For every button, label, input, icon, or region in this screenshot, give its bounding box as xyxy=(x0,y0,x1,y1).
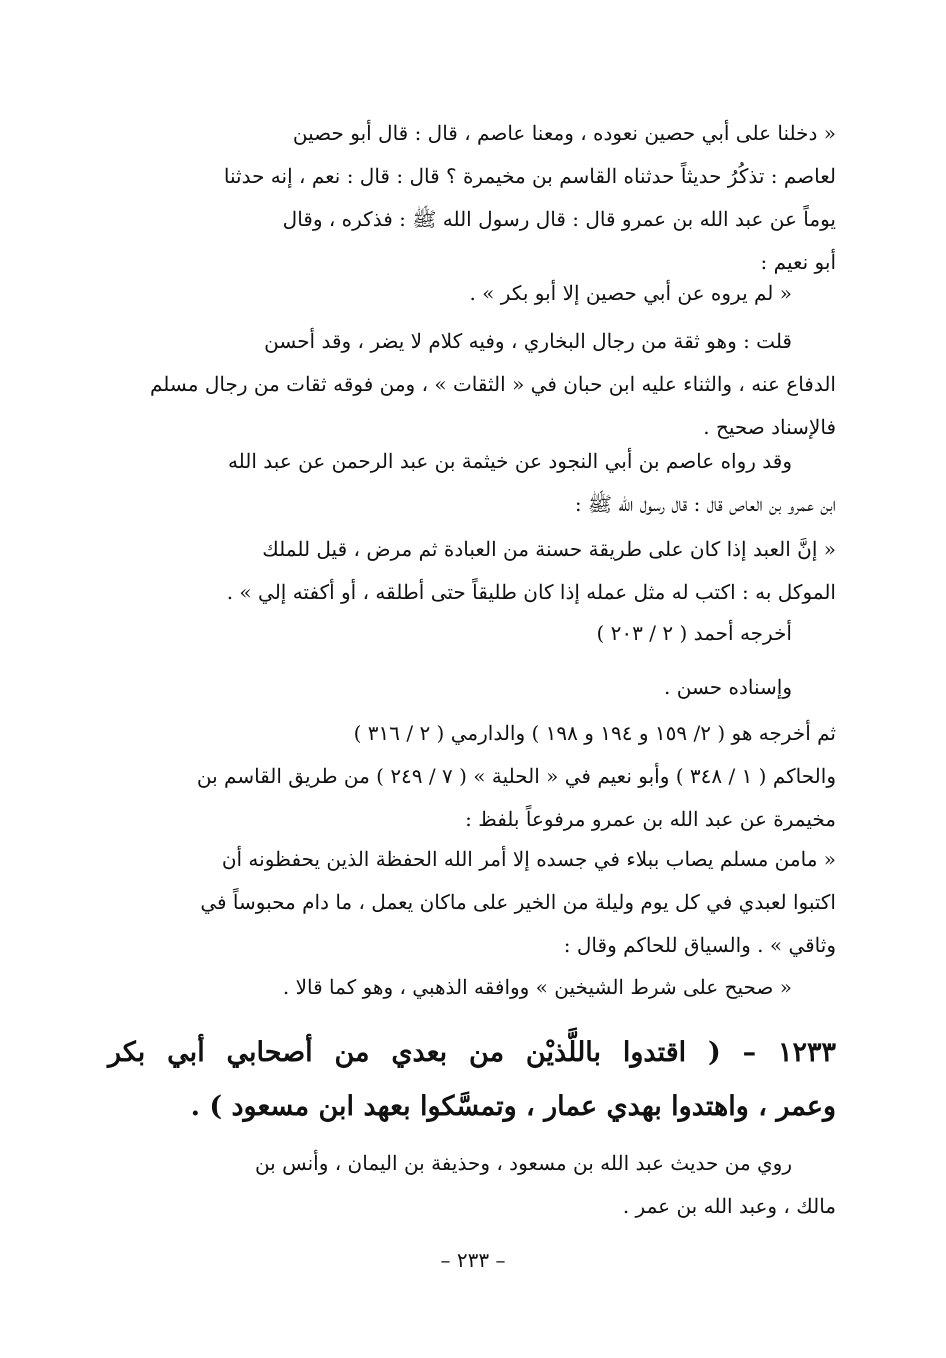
isnad-grade xyxy=(108,666,836,709)
text-line: أخرجه أحمد ( ٢ / ٢٠٣ ) xyxy=(596,621,792,645)
text-line: الدفاع عنه ، والثناء عليه ابن حبان في « الثقات » ، ومن فوقه ثقات من رجال مسلم xyxy=(149,372,836,396)
text-line: أبو نعيم : xyxy=(760,250,836,274)
commentary-paragraph xyxy=(108,320,836,449)
text-line: يوماً عن عبد الله بن عمرو قال : قال رسول الله ﷺ : فذكره ، وقال xyxy=(282,207,836,231)
text-line: وقد رواه عاصم بن أبي النجود عن خيثمة بن عبد الرحمن عن عبد الله xyxy=(227,449,792,473)
text-line: وثاقي » . والسياق للحاكم وقال : xyxy=(563,933,836,957)
text-line: فالإسناد صحيح . xyxy=(703,415,836,439)
takhrij-ahmad xyxy=(108,612,836,655)
text-line: « مامن مسلم يصاب ببلاء في جسده إلا أمر الله الحفظة الذين يحفظونه أن xyxy=(221,847,836,871)
text-line: الموكل به : اكتب له مثل عمله إذا كان طليقاً حتى أطلقه ، أو أكفته إلي » . xyxy=(226,580,836,604)
text-line: روي من حديث عبد الله بن مسعود ، وحذيفة بن اليمان ، وأنس بن xyxy=(254,1151,792,1175)
text-line: وإسناده حسن . xyxy=(664,675,792,699)
text-line: ثم أخرجه هو ( ٢/ ١٥٩ و ١٩٤ و ١٩٨ ) والدارمي ( ٢ / ٣١٦ ) xyxy=(353,721,836,745)
hadith-heading-line: وعمر ، واهتدوا بهدي عمار ، وتمسَّكوا بعهد ابن مسعود ) . xyxy=(190,1091,836,1122)
text-line: « دخلنا على أبي حصين نعوده ، ومعنا عاصم ، قال : قال أبو حصين xyxy=(292,121,836,145)
text-line: مخيمرة عن عبد الله بن عمرو مرفوعاً بلفظ : xyxy=(465,807,836,831)
narration-sources xyxy=(108,1142,836,1228)
hadith-1233-heading xyxy=(108,1026,836,1134)
text-line: « إنَّ العبد إذا كان على طريقة حسنة من العبادة ثم مرض ، قيل للملك xyxy=(262,537,836,561)
hadith-quote-affliction xyxy=(108,838,836,967)
text-line: اكتبوا لعبدي في كل يوم وليلة من الخير على ماكان يعمل ، ما دام محبوساً في xyxy=(200,890,836,914)
hakim-grading xyxy=(108,966,836,1009)
text-line: والحاكم ( ١ / ٣٤٨ ) وأبو نعيم في « الحلية » ( ٧ / ٢٤٩ ) من طريق القاسم بن xyxy=(196,764,836,788)
text-line: « صحيح على شرط الشيخين » ووافقه الذهبي ، وهو كما قالا . xyxy=(282,975,792,999)
hadith-heading-line: ١٢٣٣ – ( اقتدوا باللَّذيْن من بعدي من أصحابي أبي بكر xyxy=(108,1037,836,1068)
page-number: – ٢٣٣ – xyxy=(440,1248,506,1272)
narration-asim xyxy=(108,440,836,526)
text-line: ابن عمرو بن العاص قال : قال رسول الله ﷺ : xyxy=(574,492,836,516)
quote-abu-naim xyxy=(108,272,836,315)
text-line: مالك ، وعبد الله بن عمر . xyxy=(622,1194,836,1218)
takhrij-paragraph xyxy=(108,712,836,841)
text-line: قلت : وهو ثقة من رجال البخاري ، وفيه كلام لا يضر ، وقد أحسن xyxy=(264,329,792,353)
text-line: « لم يروه عن أبي حصين إلا أبو بكر » . xyxy=(469,281,792,305)
hadith-quote-sick-servant xyxy=(108,528,836,614)
text-line: لعاصم : تذكُرُ حديثاً حدثناه القاسم بن مخيمرة ؟ قال : قال : نعم ، إنه حدثنا xyxy=(223,164,836,188)
quote-abu-husain xyxy=(108,112,836,284)
